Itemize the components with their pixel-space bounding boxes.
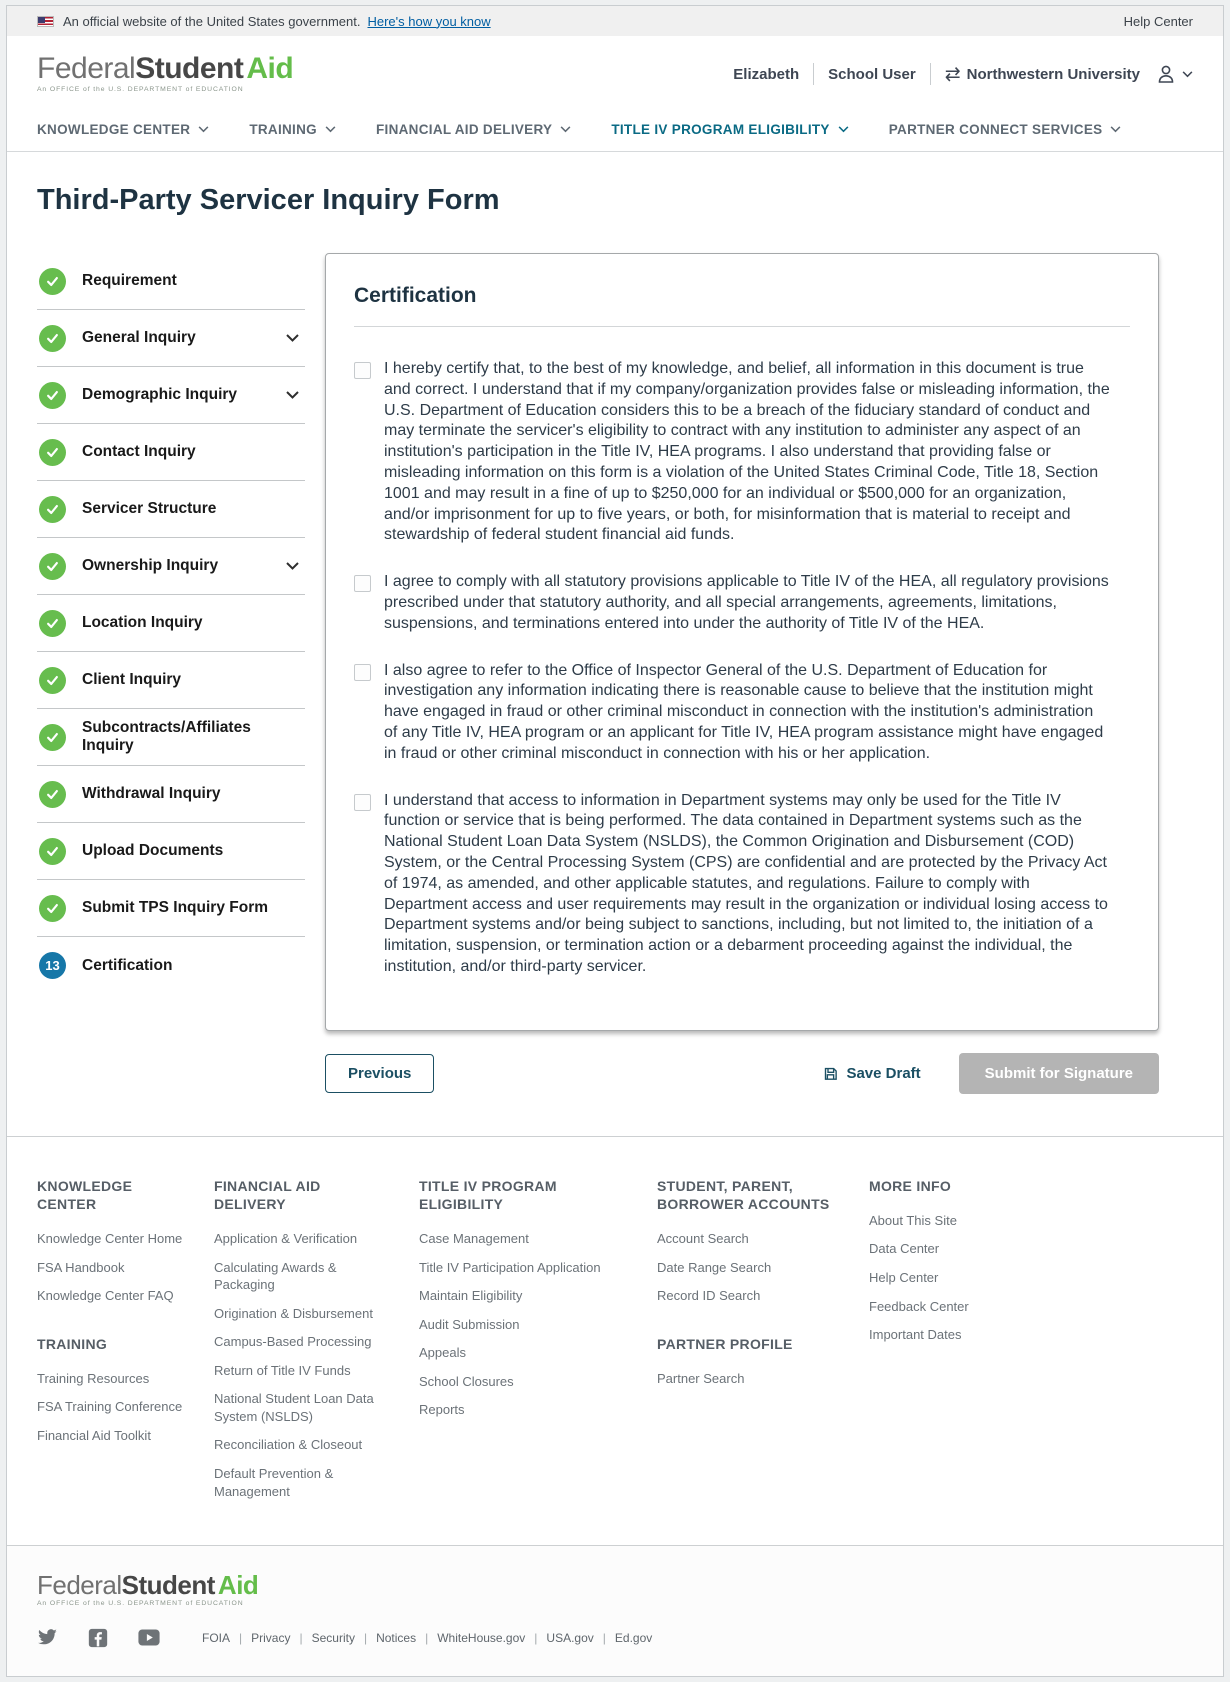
legal-link[interactable]: Security | bbox=[312, 1631, 376, 1645]
footer-link[interactable]: Title IV Participation Application bbox=[419, 1259, 601, 1275]
footer-link[interactable]: Data Center bbox=[869, 1241, 940, 1257]
footer-link[interactable]: Return of Title IV Funds bbox=[214, 1362, 351, 1378]
sidebar-step-ownership-inquiry[interactable] bbox=[37, 538, 305, 595]
logo-federal: Federal bbox=[37, 52, 136, 86]
certification-text: I hereby certify that, to the best of my knowledge, and belief, all information in this document is true and correct. I understand that if my company/organization provides false or misleading information, the U.S. Department of Education considers this to be a breach of the fiduciary standard of conduct and may terminate the servicer's eligibility to contract with any institution to administer any aspect of an institution's participation in the Title IV, HEA programs. I also understand that providing false or misleading information on this form is a violation of the United States Criminal Code, Title 18, Section 1001 and may result in a fine of up to $250,000 for an individual or $500,000 for an organization, and/or imprisonment for up to five years, or both, for misinformation that is material to receipt and stewardship of federal student financial aid funds. bbox=[384, 360, 1110, 544]
footer-column-title-iv bbox=[419, 1177, 657, 1511]
bottom-footer bbox=[7, 1545, 1223, 1676]
org-name: Northwestern University bbox=[966, 65, 1140, 83]
footer-heading: TITLE IV PROGRAM ELIGIBILITY bbox=[419, 1177, 557, 1212]
footer-link[interactable]: Maintain Eligibility bbox=[419, 1288, 523, 1304]
footer-link[interactable]: National Student Loan Data System (NSLDS) bbox=[214, 1391, 374, 1424]
footer-link[interactable]: Campus-Based Processing bbox=[214, 1334, 372, 1350]
check-circle-icon bbox=[39, 439, 66, 466]
footer-heading: KNOWLEDGE CENTER bbox=[37, 1177, 133, 1212]
check-circle-icon bbox=[39, 496, 66, 523]
footer-link[interactable]: Partner Search bbox=[657, 1370, 745, 1386]
footer-heading: PARTNER PROFILE bbox=[657, 1335, 793, 1352]
step-label: Demographic Inquiry bbox=[82, 386, 238, 404]
check-circle-icon bbox=[39, 382, 66, 409]
sidebar-step-location-inquiry[interactable] bbox=[37, 595, 305, 652]
account-menu[interactable] bbox=[1154, 62, 1193, 86]
nav-item-knowledge-center[interactable] bbox=[37, 122, 209, 137]
certification-text: I agree to comply with all statutory provisions applicable to Title IV of the HEA, all regulatory provisions prescribed under that statutory authority, and all special arrangements, agreements, limitations, suspensions, and terminations entered into under the authority of Title IV of the HEA. bbox=[384, 573, 1109, 632]
footer-heading: MORE INFO bbox=[869, 1177, 952, 1194]
footer-link[interactable]: Reports bbox=[419, 1402, 465, 1418]
sidebar-step-client-inquiry[interactable] bbox=[37, 652, 305, 709]
submit-for-signature-button[interactable]: Submit for Signature bbox=[959, 1053, 1159, 1094]
nav-item-partner-connect-services[interactable] bbox=[889, 122, 1122, 137]
sidebar-step-upload-documents[interactable] bbox=[37, 823, 305, 880]
step-label: General Inquiry bbox=[82, 329, 196, 347]
nav-label: TRAINING bbox=[249, 122, 317, 137]
step-number-badge: 13 bbox=[39, 952, 66, 979]
save-icon bbox=[823, 1066, 838, 1081]
certification-panel bbox=[325, 253, 1159, 1031]
swap-icon: ⇄ bbox=[944, 63, 961, 85]
chevron-down-icon[interactable] bbox=[286, 334, 303, 342]
sidebar-step-demographic-inquiry[interactable] bbox=[37, 367, 305, 424]
previous-button[interactable]: Previous bbox=[325, 1054, 434, 1093]
footer-link[interactable]: Application & Verification bbox=[214, 1231, 358, 1247]
step-label: Ownership Inquiry bbox=[82, 557, 219, 575]
chevron-down-icon bbox=[325, 126, 336, 133]
footer-heading: STUDENT, PARENT, BORROWER ACCOUNTS bbox=[657, 1177, 830, 1212]
certify-checkbox-2[interactable] bbox=[354, 575, 371, 592]
nav-label: KNOWLEDGE CENTER bbox=[37, 122, 191, 137]
logo-tagline: An OFFICE of the U.S. DEPARTMENT of EDUCATION bbox=[37, 86, 244, 94]
footer-column-accounts bbox=[657, 1177, 869, 1511]
footer-link[interactable]: Important Dates bbox=[869, 1327, 962, 1343]
step-label: Location Inquiry bbox=[82, 614, 203, 632]
gov-banner bbox=[7, 6, 1223, 36]
step-label: Submit TPS Inquiry Form bbox=[82, 899, 269, 917]
divider bbox=[813, 63, 814, 85]
sidebar-step-requirement[interactable] bbox=[37, 253, 305, 310]
legal-link[interactable]: WhiteHouse.gov | bbox=[437, 1631, 546, 1645]
nav-label: FINANCIAL AID DELIVERY bbox=[375, 122, 553, 137]
footer-link[interactable]: Record ID Search bbox=[657, 1288, 761, 1304]
sidebar-step-submit-tps-inquiry-form[interactable] bbox=[37, 880, 305, 937]
site-header bbox=[7, 36, 1223, 108]
nav-label: TITLE IV PROGRAM ELIGIBILITY bbox=[611, 122, 830, 137]
sidebar-step-servicer-structure[interactable] bbox=[37, 481, 305, 538]
legal-link[interactable]: Privacy | bbox=[251, 1631, 311, 1645]
chevron-down-icon bbox=[838, 126, 849, 133]
footer-link[interactable]: Calculating Awards & Packaging bbox=[214, 1259, 337, 1293]
person-icon bbox=[1154, 62, 1178, 86]
step-label: Requirement bbox=[82, 272, 177, 290]
step-label: Upload Documents bbox=[82, 842, 224, 860]
footer-link[interactable]: Help Center bbox=[869, 1270, 939, 1285]
step-label: Withdrawal Inquiry bbox=[82, 785, 221, 803]
youtube-icon[interactable] bbox=[138, 1629, 160, 1646]
logo-aid: Aid bbox=[217, 1570, 259, 1601]
sidebar-step-contact-inquiry[interactable] bbox=[37, 424, 305, 481]
certification-item bbox=[354, 572, 1110, 634]
chevron-down-icon[interactable] bbox=[286, 562, 303, 570]
certification-text: I also agree to refer to the Office of Inspector General of the U.S. Department of Education for investigation any information indicating there is reasonable cause to believe that the institution might have engaged in fraud or other criminal misconduct in connection with the institution's administration of any Title IV, HEA program or an applicant for Title IV, HEA program assistance might have engaged in fraud or other criminal misconduct in connection with his or her application. bbox=[384, 661, 1104, 762]
step-sidebar bbox=[37, 253, 305, 994]
check-circle-icon bbox=[39, 895, 66, 922]
legal-link[interactable]: Ed.gov bbox=[614, 1630, 653, 1645]
user-role: School User bbox=[828, 65, 916, 83]
footer-link[interactable]: Financial Aid Toolkit bbox=[37, 1428, 151, 1444]
check-circle-icon bbox=[39, 667, 66, 694]
certification-item bbox=[354, 661, 1110, 765]
certification-item bbox=[354, 359, 1110, 546]
logo-student: Student bbox=[121, 1570, 215, 1601]
save-draft-button[interactable] bbox=[817, 1064, 926, 1083]
panel-title: Certification bbox=[354, 284, 477, 307]
logo-federal: Federal bbox=[37, 1570, 122, 1601]
fsa-logo[interactable] bbox=[37, 54, 293, 94]
legal-link[interactable]: Notices | bbox=[376, 1631, 437, 1645]
step-label: Contact Inquiry bbox=[82, 443, 196, 461]
footer-link[interactable]: Feedback Center bbox=[869, 1298, 969, 1314]
footer-link[interactable]: Knowledge Center FAQ bbox=[37, 1288, 174, 1304]
certify-checkbox-4[interactable] bbox=[354, 794, 371, 811]
user-area bbox=[733, 62, 1193, 86]
org-switcher[interactable] bbox=[945, 63, 1140, 86]
twitter-icon[interactable] bbox=[37, 1629, 58, 1646]
certify-checkbox-1[interactable] bbox=[354, 362, 371, 379]
footer-link[interactable]: Default Prevention & Management bbox=[214, 1466, 334, 1499]
step-label: Client Inquiry bbox=[82, 671, 182, 689]
main-nav bbox=[7, 108, 1223, 152]
step-label: Servicer Structure bbox=[82, 500, 217, 518]
sidebar-step-certification[interactable] bbox=[37, 937, 305, 994]
check-circle-icon bbox=[39, 724, 66, 751]
check-circle-icon bbox=[39, 553, 66, 580]
form-actions bbox=[325, 1053, 1159, 1094]
chevron-down-icon bbox=[198, 126, 209, 133]
check-circle-icon bbox=[39, 610, 66, 637]
nav-label: PARTNER CONNECT SERVICES bbox=[888, 122, 1103, 137]
footer-link[interactable]: Date Range Search bbox=[657, 1259, 772, 1275]
chevron-down-icon bbox=[1110, 126, 1121, 133]
footer-link[interactable]: Knowledge Center Home bbox=[37, 1231, 183, 1247]
footer-link[interactable]: Origination & Disbursement bbox=[214, 1305, 373, 1321]
footer-link[interactable]: Audit Submission bbox=[419, 1316, 520, 1332]
logo-student: Student bbox=[135, 52, 244, 86]
step-label: Subcontracts/Affiliates Inquiry bbox=[82, 719, 251, 754]
check-circle-icon bbox=[39, 268, 66, 295]
footer-heading: FINANCIAL AID DELIVERY bbox=[214, 1177, 321, 1212]
footer-column-financial-aid-delivery bbox=[214, 1177, 419, 1511]
footer-link[interactable]: FSA Handbook bbox=[37, 1259, 125, 1275]
sidebar-step-subcontracts-affiliates-inquiry[interactable] bbox=[37, 709, 305, 766]
footer-link[interactable]: Case Management bbox=[419, 1231, 529, 1247]
footer-heading: TRAINING bbox=[37, 1335, 108, 1352]
footer-link[interactable]: About This Site bbox=[869, 1212, 957, 1228]
user-name: Elizabeth bbox=[733, 65, 800, 83]
legal-link[interactable]: USA.gov | bbox=[546, 1631, 614, 1645]
site-footer bbox=[7, 1136, 1223, 1545]
step-label: Certification bbox=[82, 956, 173, 974]
page bbox=[6, 5, 1224, 1677]
chevron-down-icon[interactable] bbox=[286, 391, 303, 399]
footer-link[interactable]: School Closures bbox=[419, 1373, 514, 1389]
certification-text: I understand that access to information in Department systems may only be used for the Title IV function or service that is being performed. The data contained in Department systems such as the National Student Loan Data System (NSLDS), the Common Origination and Disbursement (COD) System, or the Central Processing System (CPS) are confidential and are protected by the Privacy Act of 1974, as amended, and other applicable statutes, and regulations. Failure to comply with Department access and user requirements may result in the organization or individual losing access to Department systems and/or being subject to sanctions, including, but not limited to, the initiation of a limitation, suspension, or termination action or a debarment proceeding against the individual, the institution, and/or third-party servicer. bbox=[384, 791, 1108, 975]
facebook-icon[interactable] bbox=[88, 1628, 108, 1648]
certify-checkbox-3[interactable] bbox=[354, 664, 371, 681]
save-draft-label: Save Draft bbox=[846, 1064, 921, 1082]
legal-link[interactable]: FOIA | bbox=[202, 1631, 251, 1645]
logo-aid: Aid bbox=[246, 52, 294, 86]
sidebar-step-general-inquiry[interactable] bbox=[37, 310, 305, 367]
footer-column-knowledge-center bbox=[37, 1177, 214, 1511]
divider bbox=[930, 63, 931, 85]
check-circle-icon bbox=[39, 838, 66, 865]
check-circle-icon bbox=[39, 781, 66, 808]
chevron-down-icon bbox=[1182, 71, 1193, 78]
chevron-down-icon bbox=[560, 126, 571, 133]
divider bbox=[354, 326, 1130, 327]
fsa-logo-footer[interactable] bbox=[37, 1572, 1193, 1608]
logo-tagline: An OFFICE of the U.S. DEPARTMENT of EDUCATION bbox=[37, 1600, 244, 1608]
legal-links bbox=[202, 1631, 652, 1645]
help-center-link[interactable]: Help Center bbox=[1123, 13, 1193, 29]
footer-link[interactable]: Appeals bbox=[419, 1345, 466, 1361]
page-title: Third-Party Servicer Inquiry Form bbox=[37, 184, 500, 216]
sidebar-step-withdrawal-inquiry[interactable] bbox=[37, 766, 305, 823]
footer-link[interactable]: FSA Training Conference bbox=[37, 1399, 183, 1415]
official-website-text: An official website of the United States government. bbox=[63, 13, 361, 29]
nav-item-training[interactable] bbox=[249, 122, 336, 137]
nav-item-financial-aid-delivery[interactable] bbox=[376, 122, 571, 137]
footer-link[interactable]: Account Search bbox=[657, 1231, 749, 1247]
us-flag-icon bbox=[37, 16, 54, 27]
social-icons bbox=[37, 1628, 160, 1648]
footer-column-more-info bbox=[869, 1177, 1019, 1511]
check-circle-icon bbox=[39, 325, 66, 352]
how-you-know-link[interactable]: Here's how you know bbox=[367, 13, 491, 29]
nav-item-title-iv-program-eligibility[interactable] bbox=[611, 122, 848, 137]
certification-item bbox=[354, 791, 1110, 978]
footer-link[interactable]: Training Resources bbox=[37, 1370, 150, 1386]
footer-link[interactable]: Reconciliation & Closeout bbox=[214, 1437, 363, 1453]
main-content bbox=[7, 152, 1223, 1136]
